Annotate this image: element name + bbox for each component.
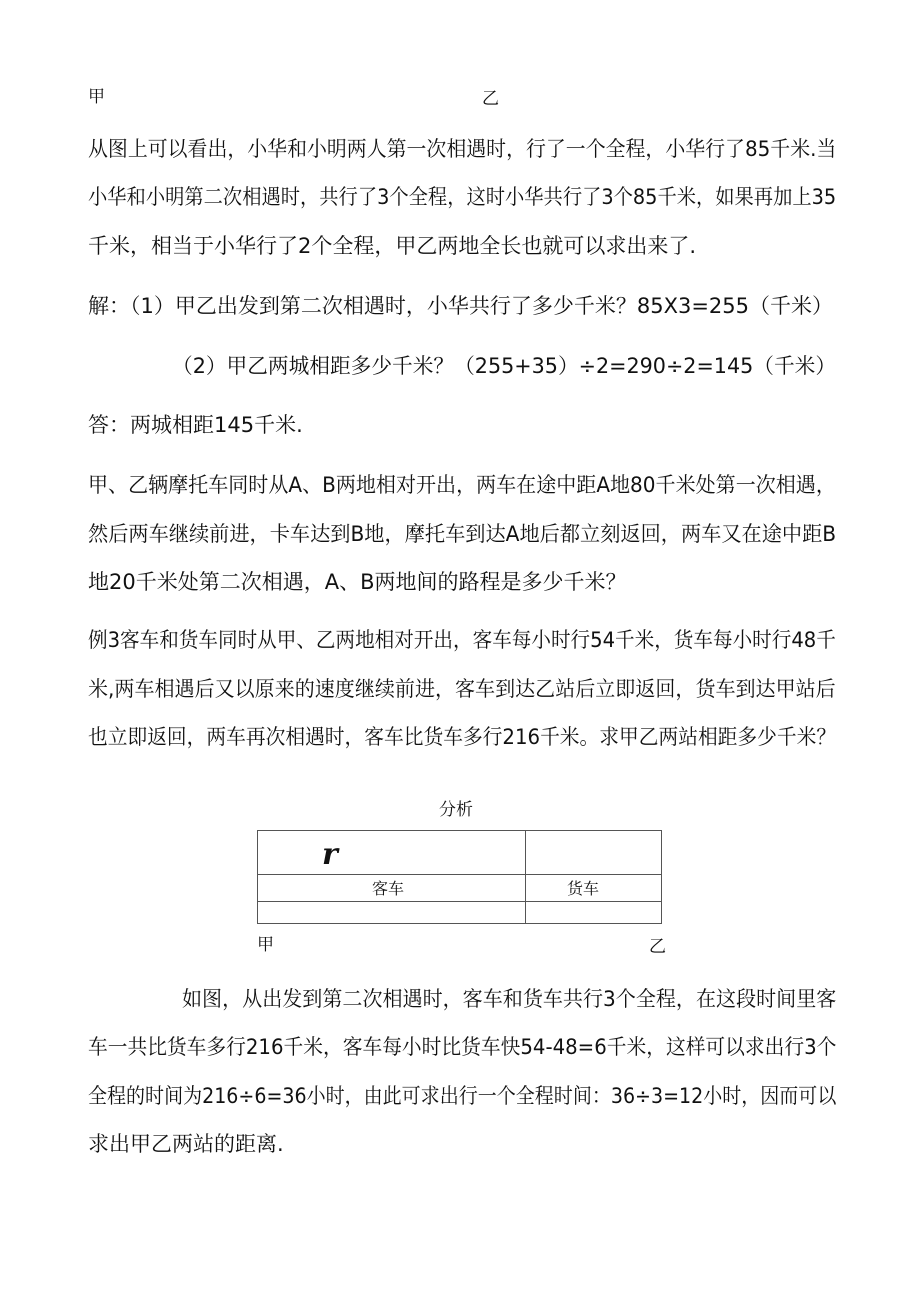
diagram-label-yi: 乙: [649, 937, 666, 957]
analysis-diagram: [257, 830, 662, 924]
diagram-r-mark: r: [322, 837, 338, 872]
answer-line: 答：两城相距145千米.: [88, 413, 303, 437]
diagram-divider-horizontal-2: [258, 901, 661, 902]
diagram-label-jia: 甲: [257, 935, 274, 955]
example-3-line-1: 例3客车和货车同时从甲、乙两地相对开出，客车每小时行54千米，货车每小时行48千: [88, 628, 836, 652]
example-3-line-2: 米,两车相遇后又以原来的速度继续前进，客车到达乙站后立即返回，货车到达甲站后: [88, 677, 836, 701]
paragraph-explanation-line-2: 小华和小明第二次相遇时，共行了3个全程，这时小华共行了3个85千米，如果再加上35: [88, 185, 837, 209]
label-yi-top: 乙: [482, 89, 499, 109]
solution-step-2: （2）甲乙两城相距多少千米？（255+35）÷2=290÷2=145（千米）: [172, 354, 837, 378]
diagram-title: 分析: [439, 800, 473, 820]
analysis-line-1: 如图，从出发到第二次相遇时，客车和货车共行3个全程，在这段时间里客: [182, 987, 837, 1011]
paragraph-explanation-line-1: 从图上可以看出，小华和小明两人第一次相遇时，行了一个全程，小华行了85千米.当: [88, 137, 837, 161]
solution-step-1: 解：（1）甲乙出发到第二次相遇时，小华共行了多少千米？85X3=255（千米）: [88, 294, 834, 318]
problem-motorcycle-line-2: 然后两车继续前进，卡车达到B地，摩托车到达A地后都立刻返回，两车又在途中距B: [88, 522, 837, 546]
problem-motorcycle-line-3: 地20千米处第二次相遇，A、B两地间的路程是多少千米？: [88, 570, 627, 594]
analysis-line-4: 求出甲乙两站的距离.: [88, 1132, 284, 1156]
paragraph-explanation-line-3: 千米，相当于小华行了2个全程，甲乙两地全长也就可以求出来了.: [88, 234, 697, 258]
diagram-divider-horizontal-1: [258, 874, 661, 875]
diagram-cell-truck: 货车: [567, 879, 600, 898]
diagram-divider-vertical: [525, 831, 526, 923]
example-3-line-3: 也立即返回，两车再次相遇时，客车比货车多行216千米。求甲乙两站相距多少千米？: [88, 725, 837, 749]
problem-motorcycle-line-1: 甲、乙辆摩托车同时从A、B两地相对开出，两车在途中距A地80千米处第一次相遇，: [88, 473, 836, 497]
diagram-cell-bus: 客车: [372, 879, 405, 898]
label-jia-top: 甲: [88, 87, 105, 107]
analysis-line-2: 车一共比货车多行216千米，客车每小时比货车快54-48=6千米，这样可以求出行3个: [88, 1035, 837, 1059]
analysis-line-3: 全程的时间为216÷6=36小时，由此可求出行一个全程时间：36÷3=12小时，因而可以: [88, 1084, 837, 1108]
